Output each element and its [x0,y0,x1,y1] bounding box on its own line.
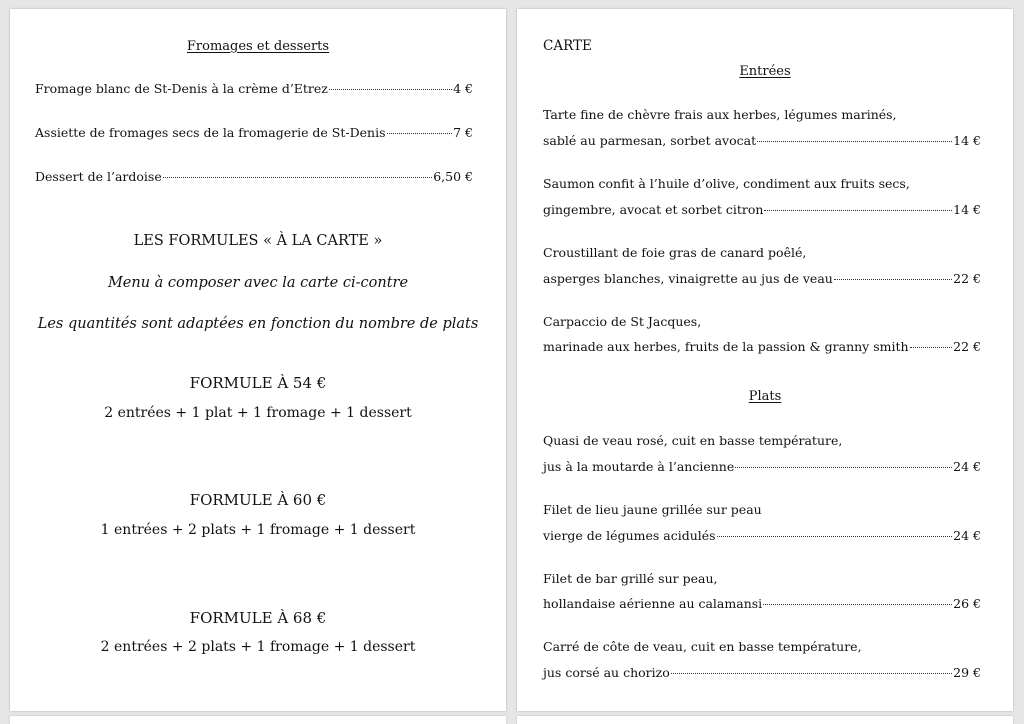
dot-leader [329,89,452,90]
menu-item-row [543,133,981,148]
dish-description: Filet de lieu jaune grillée sur peau [543,502,762,517]
dish-description-end: hollandaise aérienne au calamansi [543,596,763,611]
menu-item-price: 14 € [953,202,981,217]
right-page [517,9,1013,711]
dot-leader [764,210,952,211]
menu-item-price: 14 € [953,133,981,148]
dot-leader [763,604,952,605]
menu-item-price: 24 € [953,459,981,474]
menu-item-row [543,665,981,680]
left-page [10,9,506,711]
dot-leader [757,141,952,142]
quantities-note: Les quantités sont adaptées en fonction du nombre de plats [37,316,479,332]
dish-description: Saumon confit à l’huile d’olive, condiment aux fruits secs, [543,176,910,191]
formule-detail: 1 entrées + 2 plats + 1 fromage + 1 dessert [100,522,416,538]
dish-description-end: jus à la moutarde à l’ancienne [543,459,735,474]
formule-title: FORMULE À 68 € [189,609,327,627]
menu-item-row [35,169,473,184]
menu-item-price: 24 € [953,528,981,543]
next-page-edge [10,716,506,724]
menu-item-price: 7 € [453,125,473,140]
formule-title: FORMULE À 60 € [189,491,327,509]
menu-item-row [35,81,473,96]
dish-description-end: sablé au parmesan, sorbet avocat [543,133,757,148]
menu-item-price: 26 € [953,596,981,611]
dish-description-end: jus corsé au chorizo [543,665,670,680]
dish-description: Carpaccio de St Jacques, [543,314,702,329]
entrees-section-title: Entrées [739,64,791,79]
dish-description-end: asperges blanches, vinaigrette au jus de veau [543,271,833,286]
dish-description-end: gingembre, avocat et sorbet citron [543,202,764,217]
dot-leader [387,133,453,134]
menu-item-price: 29 € [953,665,981,680]
menu-item-row [543,596,981,611]
dot-leader [834,279,952,280]
fromages-section-title: Fromages et desserts [186,39,330,54]
menu-item-row [543,339,981,354]
formule-detail: 2 entrées + 1 plat + 1 fromage + 1 dessert [104,405,412,421]
dish-description: Carré de côte de veau, cuit en basse température, [543,639,862,654]
dish-description: Croustillant de foie gras de canard poêlé, [543,245,807,260]
menu-item-row [543,528,981,543]
menu-item-label: Dessert de l’ardoise [35,169,162,184]
menu-item-price: 6,50 € [433,169,473,184]
formule-detail: 2 entrées + 2 plats + 1 fromage + 1 dessert [100,639,416,655]
menu-item-row [543,202,981,217]
dot-leader [910,347,953,348]
next-page-edge [517,716,1013,724]
dot-leader [671,673,952,674]
menu-item-price: 4 € [453,81,473,96]
formules-heading: LES FORMULES « À LA CARTE » [133,233,383,249]
dish-description-end: marinade aux herbes, fruits de la passion & granny smith [543,339,909,354]
menu-note: Menu à composer avec la carte ci-contre [107,275,409,291]
menu-item-price: 22 € [953,271,981,286]
menu-item-row [543,459,981,474]
menu-item-row [35,125,473,140]
plats-section-title: Plats [748,389,782,404]
menu-item-row [543,271,981,286]
dot-leader [163,177,433,178]
menu-item-label: Assiette de fromages secs de la fromagerie de St-Denis [35,125,386,140]
dish-description-end: vierge de légumes acidulés [543,528,716,543]
formule-title: FORMULE À 54 € [189,374,327,392]
dot-leader [717,536,953,537]
menu-item-price: 22 € [953,339,981,354]
dish-description: Tarte fine de chèvre frais aux herbes, légumes marinés, [543,107,897,122]
menu-item-label: Fromage blanc de St-Denis à la crème d’Etrez [35,81,328,96]
dish-description: Quasi de veau rosé, cuit en basse température, [543,433,843,448]
dot-leader [735,467,952,468]
carte-label: CARTE [543,38,592,54]
dish-description: Filet de bar grillé sur peau, [543,571,718,586]
